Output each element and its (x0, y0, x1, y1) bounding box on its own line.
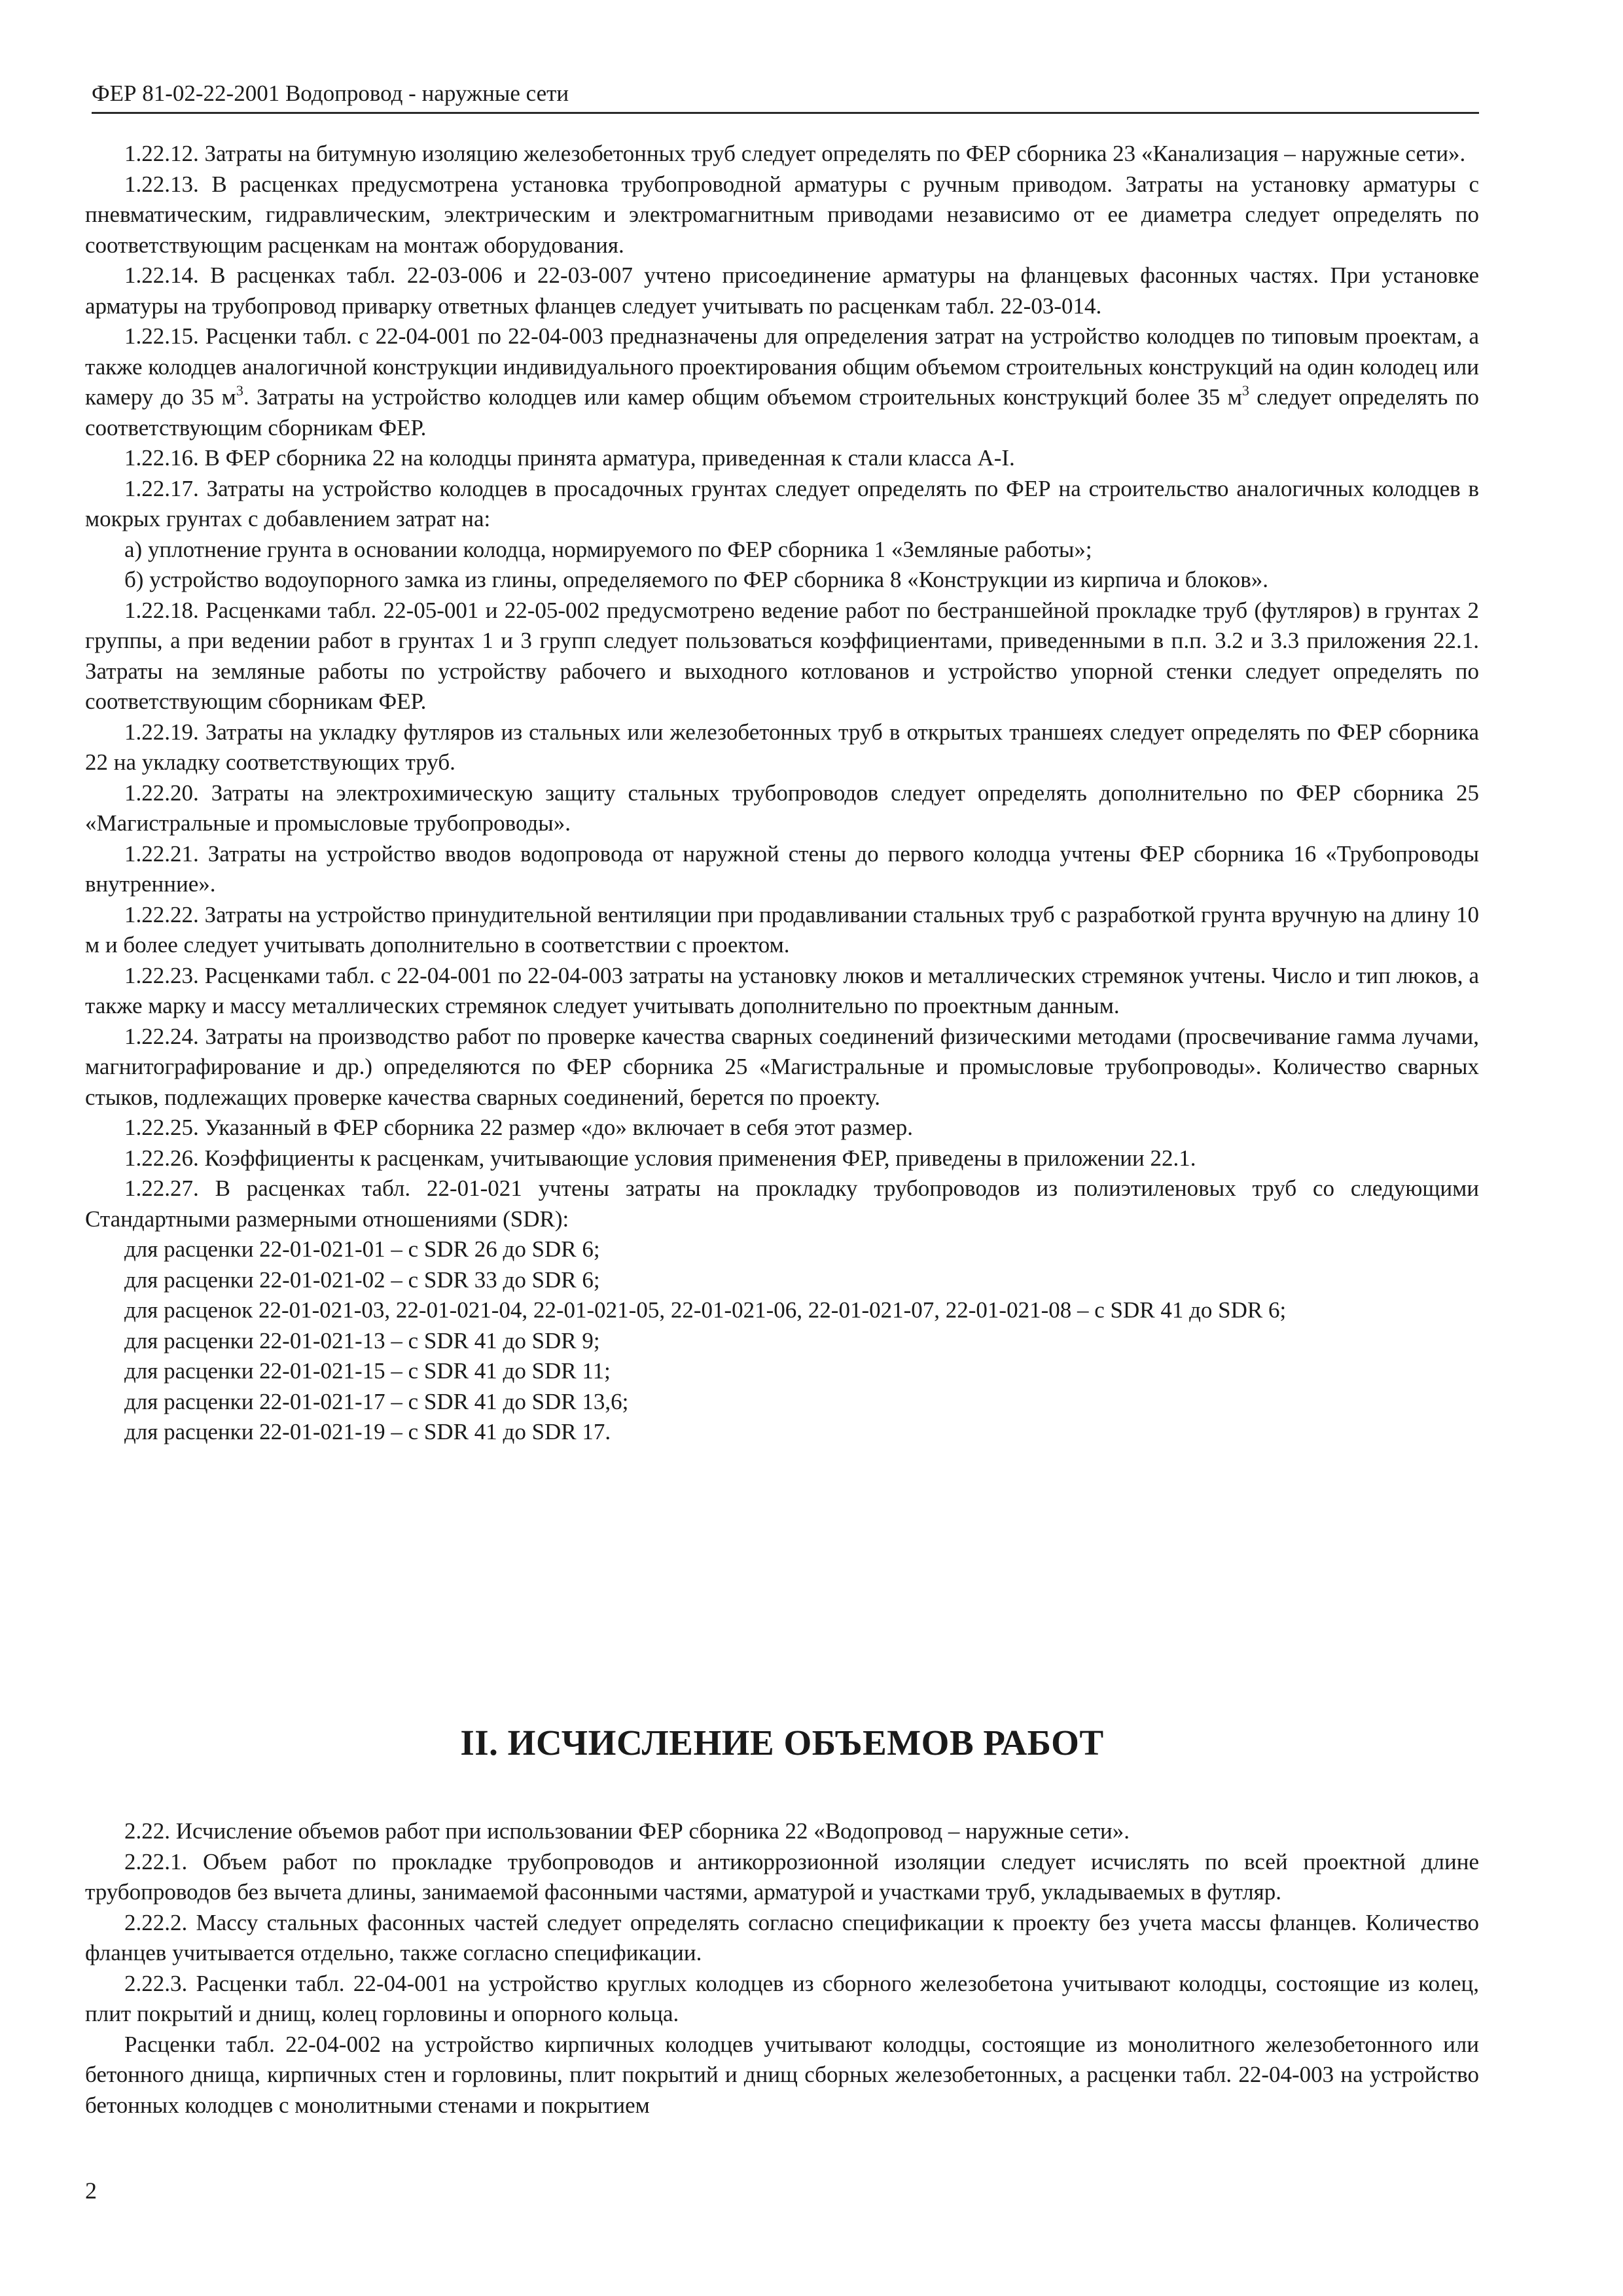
paragraph-1-22-17: 1.22.17. Затраты на устройство колодцев в просадочных грунтах следует определять по ФЕР на строительство аналогичных колодцев в мокрых грунтах с добавлением затрат на: (85, 475, 1479, 531)
sdr-list-item: для расценки 22-01-021-19 – с SDR 41 до SDR 17. (124, 1419, 611, 1444)
paragraph-1-22-16: 1.22.16. В ФЕР сборника 22 на колодцы принята арматура, приведенная к стали класса А-I. (124, 445, 1015, 471)
running-header (92, 73, 1479, 114)
paragraph-1-22-15-part-1: 1.22.15. Расценки табл. с 22-04-001 по 22-04-003 предназначены для определения затрат на устройство колодцев по типовым проектам, а также колодцев аналогичной конструкции индивидуального проектирования общим объемом строительных конструкций на один колодец или камеру до 35 м (85, 323, 1479, 410)
paragraph-1-22-13: 1.22.13. В расценках предусмотрена установка трубопроводной арматуры с ручным приводом. Затраты на установку арматуры с пневматическим, гидравлическим, электрическим и электромагнитным приводами независимо от ее диаметра следует определять по соответствующим расценкам на монтаж оборудования. (85, 171, 1479, 258)
paragraph-1-22-12: 1.22.12. Затраты на битумную изоляцию железобетонных труб следует определять по ФЕР сборника 23 «Канализация – наружные сети». (124, 141, 1466, 166)
paragraph-2-22-3: 2.22.3. Расценки табл. 22-04-001 на устройство круглых колодцев из сборного железобетона учитывают колодцы, состоящие из колец, плит покрытий и днищ, колец горловины и опорного кольца. (85, 1970, 1479, 2026)
superscript-cubic-2: 3 (1241, 382, 1249, 399)
paragraph-1-22-15-part-3: следует определять по соответствующим сборникам ФЕР. (85, 384, 1480, 440)
sdr-list-item: для расценки 22-01-021-17 – с SDR 41 до SDR 13,6; (124, 1388, 629, 1414)
list-item-a: а) уплотнение грунта в основании колодца, нормируемого по ФЕР сборника 1 «Земляные работы»; (124, 536, 1092, 562)
paragraph-2-22-1: 2.22.1. Объем работ по прокладке трубопроводов и антикоррозионной изоляции следует исчислять по всей проектной длине трубопроводов без вычета длины, занимаемой фасонными частями, арматурой и участками труб, укладываемых в футляр. (85, 1848, 1479, 1905)
page-number: 2 (85, 2178, 97, 2204)
paragraph-2-22-3-continued: Расценки табл. 22-04-002 на устройство кирпичных колодцев учитывают колодцы, состоящие из монолитного железобетонного или бетонного днища, кирпичных стен и горловины, плит покрытий и днищ сборных железобетонных, а расценки табл. 22-04-003 на устройство бетонных колодцев с монолитными стенами и покрытием (85, 2031, 1479, 2118)
sdr-list-item: для расценки 22-01-021-02 – с SDR 33 до SDR 6; (124, 1266, 600, 1293)
sdr-list-item: для расценки 22-01-021-13 – с SDR 41 до SDR 9; (124, 1327, 600, 1354)
paragraph-1-22-22: 1.22.22. Затраты на устройство принудительной вентиляции при продавливании стальных труб с разработкой грунта вручную на длину 10 м и более следует учитывать дополнительно в соответствии с проектом. (85, 901, 1479, 958)
sdr-list-item: для расценок 22-01-021-03, 22-01-021-04, 22-01-021-05, 22-01-021-06, 22-01-021-07, 22-01-021-08 – с SDR 41 до SDR 6; (124, 1297, 1287, 1323)
list-item-b: б) устройство водоупорного замка из глины, определяемого по ФЕР сборника 8 «Конструкции из кирпича и блоков». (124, 567, 1269, 592)
paragraph-1-22-15 (85, 321, 1479, 443)
paragraph-1-22-14: 1.22.14. В расценках табл. 22-03-006 и 22-03-007 учтено присоединение арматуры на фланцевых фасонных частях. При установке арматуры на трубопровод приварку ответных фланцев следует учитывать по расценкам табл. 22-03-014. (85, 262, 1479, 319)
paragraph-1-22-26: 1.22.26. Коэффициенты к расценкам, учитывающие условия применения ФЕР, приведены в приложении 22.1. (124, 1145, 1196, 1171)
main-text-block (85, 139, 1479, 1448)
paragraph-1-22-21: 1.22.21. Затраты на устройство вводов водопровода от наружной стены до первого колодца учтены ФЕР сборника 16 «Трубопроводы внутренние». (85, 840, 1479, 897)
superscript-cubic-1: 3 (236, 382, 243, 399)
sdr-list-item: для расценки 22-01-021-01 – с SDR 26 до SDR 6; (124, 1236, 600, 1262)
paragraph-1-22-27: 1.22.27. В расценках табл. 22-01-021 учтены затраты на прокладку трубопроводов из полиэтиленовых труб со следующими Стандартными размерными отношениями (SDR): (85, 1175, 1479, 1232)
paragraph-1-22-19: 1.22.19. Затраты на укладку футляров из стальных или железобетонных труб в открытых траншеях следует определять по ФЕР сборника 22 на укладку соответствующих труб. (85, 719, 1479, 775)
header-title: ФЕР 81-02-22-2001 Водопровод - наружные сети (92, 81, 569, 106)
paragraph-1-22-18: 1.22.18. Расценками табл. 22-05-001 и 22-05-002 предусмотрено ведение работ по бестраншейной прокладке труб (футляров) в грунтах 2 группы, а при ведении работ в грунтах 1 и 3 групп следует пользоваться коэффициентами, приведенными в п.п. 3.2 и 3.3 приложения 22.1. Затраты на земляные работы по устройству рабочего и выходного котлованов и устройство упорной стенки следует определять по соответствующим сборникам ФЕР. (85, 597, 1479, 714)
paragraph-1-22-23: 1.22.23. Расценками табл. с 22-04-001 по 22-04-003 затраты на установку люков и металлических стремянок учтены. Число и тип люков, а также марку и массу металлических стремянок следует учитывать дополнительно по проектным данным. (85, 962, 1479, 1018)
paragraph-1-22-25: 1.22.25. Указанный в ФЕР сборника 22 размер «до» включает в себя этот размер. (124, 1115, 913, 1140)
paragraph-1-22-15-part-2: . Затраты на устройство колодцев или камер общим объемом строительных конструкций более 35 м (243, 384, 1242, 410)
paragraph-2-22: 2.22. Исчисление объемов работ при использовании ФЕР сборника 22 «Водопровод – наружные сети». (124, 1818, 1130, 1844)
paragraph-1-22-20: 1.22.20. Затраты на электрохимическую защиту стальных трубопроводов следует определять дополнительно по ФЕР сборника 25 «Магистральные и промысловые трубопроводы». (85, 780, 1479, 836)
section-heading: II. ИСЧИСЛЕНИЕ ОБЪЕМОВ РАБОТ (460, 1723, 1104, 1763)
sdr-list-item: для расценки 22-01-021-15 – с SDR 41 до SDR 11; (124, 1358, 611, 1384)
paragraph-2-22-2: 2.22.2. Массу стальных фасонных частей следует определять согласно спецификации к проекту без учета массы фланцев. Количество фланцев учитывается отдельно, также согласно спецификации. (85, 1909, 1479, 1965)
paragraph-1-22-24: 1.22.24. Затраты на производство работ по проверке качества сварных соединений физическими методами (просвечивание гамма лучами, магнитографирование и др.) определяются по ФЕР сборника 25 «Магистральные и промысловые трубопроводы». Количество сварных стыков, подлежащих проверке качества сварных соединений, берется по проекту. (85, 1023, 1479, 1110)
section-text-block (85, 1816, 1479, 2121)
